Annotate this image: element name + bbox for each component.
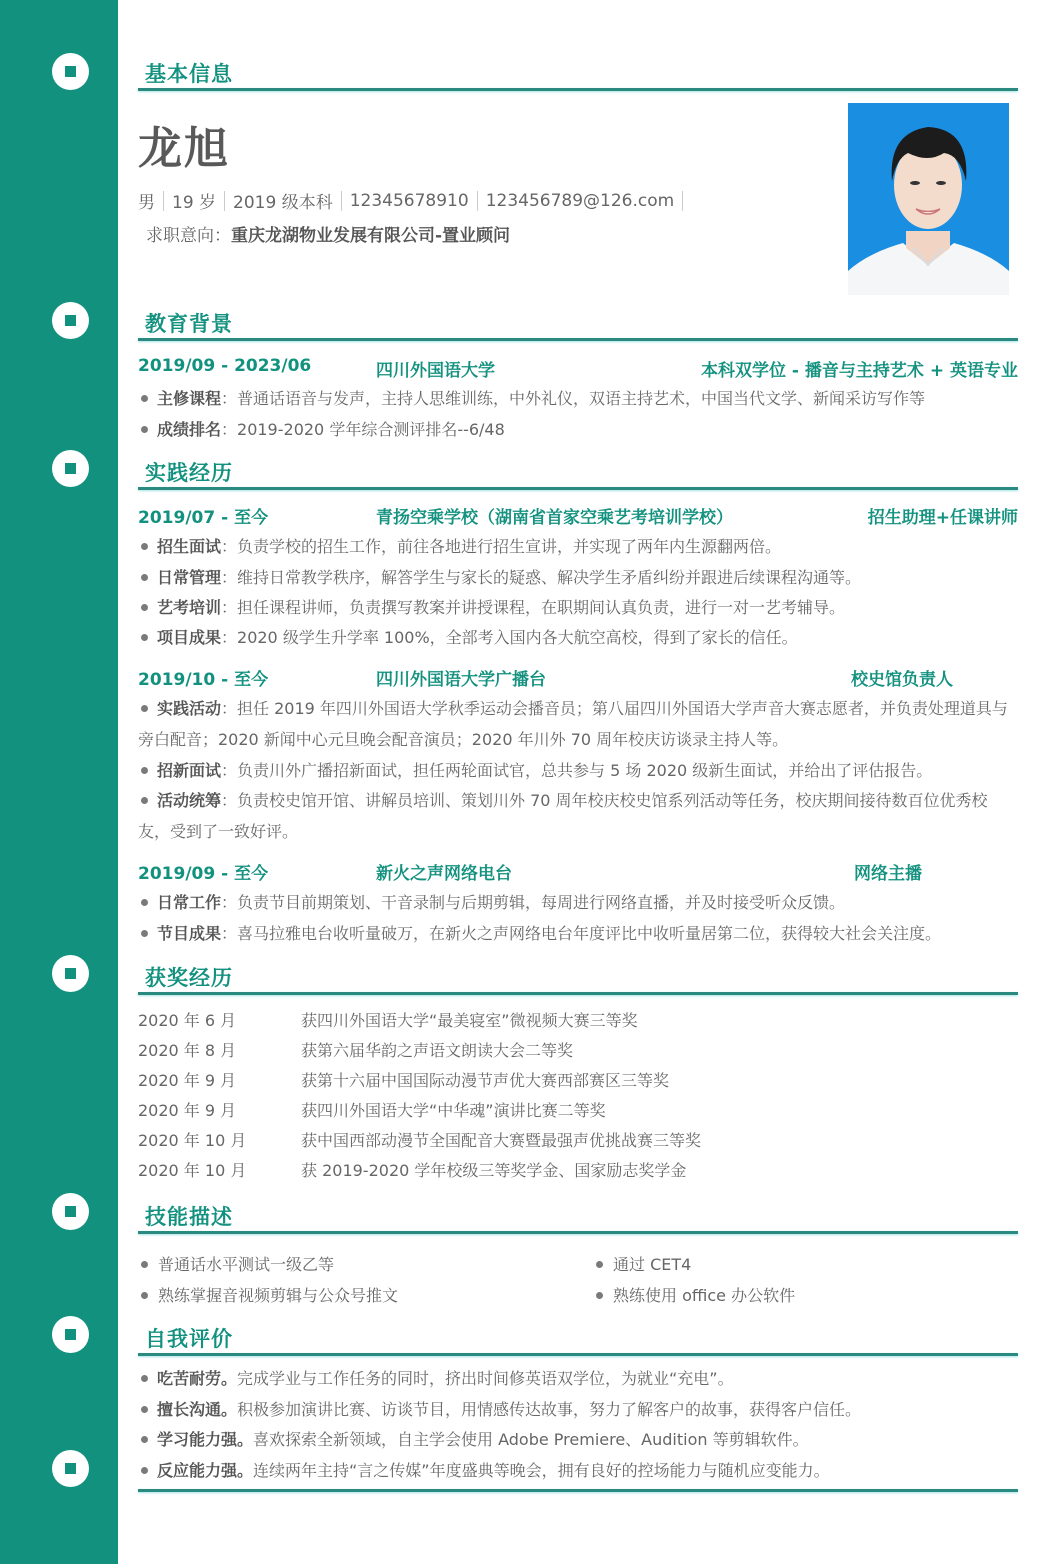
section-divider — [138, 992, 1018, 995]
award-text: 获 2019-2020 学年校级三等奖学金、国家励志奖学金 — [301, 1161, 687, 1180]
job-intent-label: 求职意向： — [146, 226, 231, 246]
entry-role: 校史馆负责人 — [851, 670, 953, 690]
list-item: 活动统筹：负责校史馆开馆、讲解员培训、策划川外 70 周年校庆校史馆系列活动等任务，校庆期间接待数百位优秀校友，受到了一致好评。 — [138, 791, 988, 841]
award-text: 获中国西部动漫节全国配音大赛暨最强声优挑战赛三等奖 — [301, 1131, 702, 1150]
bullet-dot-icon — [141, 705, 148, 712]
section-marker-icon — [52, 1450, 89, 1487]
award-text: 获四川外国语大学“中华魂”演讲比赛二等奖 — [301, 1101, 606, 1120]
separator — [477, 191, 478, 211]
bullet-dot-icon — [141, 1406, 148, 1413]
award-date: 2020 年 9 月 — [138, 1071, 237, 1090]
list-item: 招生面试：负责学校的招生工作，前往各地进行招生宣讲，并实现了两年内生源翻两倍。 — [138, 531, 1018, 562]
bullet-dot-icon — [141, 426, 148, 433]
section-title: 获奖经历 — [145, 966, 233, 990]
section-title: 技能描述 — [145, 1205, 233, 1229]
list-item: 节目成果：喜马拉雅电台收听量破万，在新火之声网络电台年度评比中收听量居第二位，获得较大社会关注度。 — [138, 918, 1018, 949]
bullet-dot-icon — [141, 1375, 148, 1382]
entry-org: 青扬空乘学校（湖南省首家空乘艺考培训学校） — [376, 508, 733, 528]
bullet-dot-icon — [596, 1292, 603, 1299]
separator — [682, 191, 683, 211]
award-date: 2020 年 10 月 — [138, 1131, 247, 1150]
age: 19 岁 — [172, 193, 217, 213]
entry-org: 四川外国语大学广播台 — [376, 670, 546, 690]
section-divider — [138, 88, 1018, 91]
bullet-dot-icon — [141, 634, 148, 641]
section-marker-icon — [52, 1193, 89, 1230]
section-marker-icon — [52, 955, 89, 992]
award-date: 2020 年 10 月 — [138, 1161, 247, 1180]
entry-date: 2019/07 - 至今 — [138, 508, 269, 528]
list-item: 实践活动：担任 2019 年四川外国语大学秋季运动会播音员；第八届四川外国语大学声音大赛志愿者，并负责处理道具与旁白配音；2020 新闻中心元旦晚会配音演员；2020 年川外 70 周年校庆访谈录主持人等。 — [138, 699, 1008, 749]
list-item: 吃苦耐劳。完成学业与工作任务的同时，挤出时间修英语双学位，为就业“充电”。 — [138, 1363, 1018, 1394]
list-item: 日常工作：负责节目前期策划、干音录制与后期剪辑，每周进行网络直播，并及时接受听众反馈。 — [138, 887, 1018, 918]
award-date: 2020 年 9 月 — [138, 1101, 237, 1120]
bullet-dot-icon — [141, 1292, 148, 1299]
bullet-dot-icon — [141, 797, 148, 804]
bullet-dot-icon — [141, 930, 148, 937]
entry-role: 本科双学位 - 播音与主持艺术 + 英语专业 — [701, 361, 1018, 381]
separator — [224, 191, 225, 211]
list-item: 擅长沟通。积极参加演讲比赛、访谈节目，用情感传达故事，努力了解客户的故事，获得客户信任。 — [138, 1394, 1018, 1425]
list-item: 主修课程：普通话语音与发声，主持人思维训练，中外礼仪，双语主持艺术，中国当代文学、新闻采访写作等 — [138, 383, 1018, 414]
entry-date: 2019/09 - 2023/06 — [138, 356, 312, 376]
gender: 男 — [138, 193, 155, 213]
email: 123456789@126.com — [485, 190, 675, 211]
list-item: 项目成果：2020 级学生升学率 100%，全部考入国内各大航空高校，得到了家长的信任。 — [138, 622, 1018, 653]
section-marker-icon — [52, 1316, 89, 1353]
list-item: 艺考培训：担任课程讲师，负责撰写教案并讲授课程，在职期间认真负责，进行一对一艺考辅导。 — [138, 592, 1018, 623]
section-marker-icon — [52, 53, 89, 90]
section-title: 基本信息 — [145, 62, 233, 86]
bullet-dot-icon — [141, 1467, 148, 1474]
entry-org: 新火之声网络电台 — [376, 864, 512, 884]
list-item: 招新面试：负责川外广播招新面试，担任两轮面试官，总共参与 5 场 2020 级新生面试，并给出了评估报告。 — [138, 755, 1018, 786]
bullet-dot-icon — [141, 767, 148, 774]
entry-role: 招生助理+任课讲师 — [867, 508, 1018, 528]
bullet-dot-icon — [141, 395, 148, 402]
contact-line — [138, 188, 691, 213]
job-intent — [146, 221, 510, 246]
section-divider — [138, 487, 1018, 490]
profile-photo — [848, 103, 1009, 295]
award-date: 2020 年 8 月 — [138, 1041, 237, 1060]
award-text: 获第六届华韵之声语文朗读大会二等奖 — [301, 1041, 574, 1060]
section-divider — [138, 1353, 1018, 1356]
separator — [341, 191, 342, 211]
award-date: 2020 年 6 月 — [138, 1011, 237, 1030]
section-title: 实践经历 — [145, 461, 233, 485]
bullet-dot-icon — [141, 899, 148, 906]
entry-role: 网络主播 — [854, 864, 922, 884]
bullet-dot-icon — [596, 1261, 603, 1268]
bullet-dot-icon — [141, 604, 148, 611]
section-marker-icon — [52, 302, 89, 339]
section-title: 自我评价 — [145, 1327, 233, 1351]
skill-item: 熟练使用 office 办公软件 — [593, 1283, 795, 1306]
list-item: 日常管理：维持日常教学秩序，解答学生与家长的疑惑、解决学生矛盾纠纷并跟进后续课程沟通等。 — [138, 562, 1018, 593]
section-divider — [138, 1231, 1018, 1234]
award-text: 获第十六届中国国际动漫节声优大赛西部赛区三等奖 — [301, 1071, 670, 1090]
list-item: 反应能力强。连续两年主持“言之传媒”年度盛典等晚会，拥有良好的控场能力与随机应变能力。 — [138, 1455, 1018, 1486]
bullet-dot-icon — [141, 543, 148, 550]
entry-org: 四川外国语大学 — [376, 361, 495, 381]
section-divider — [138, 338, 1018, 341]
bullet-dot-icon — [141, 1261, 148, 1268]
skill-item: 熟练掌握音视频剪辑与公众号推文 — [138, 1283, 398, 1306]
sidebar — [0, 0, 118, 1564]
job-intent-value: 重庆龙湖物业发展有限公司-置业顾问 — [231, 226, 511, 246]
person-portrait-icon — [848, 103, 1009, 295]
bottom-divider — [138, 1489, 1018, 1492]
entry-date: 2019/09 - 至今 — [138, 864, 269, 884]
candidate-name: 龙旭 — [138, 123, 230, 174]
bullet-dot-icon — [141, 1436, 148, 1443]
skill-item: 通过 CET4 — [593, 1252, 691, 1275]
section-marker-icon — [52, 450, 89, 487]
list-item: 学习能力强。喜欢探索全新领域，自主学会使用 Adobe Premiere、Audition 等剪辑软件。 — [138, 1424, 1018, 1455]
section-title: 教育背景 — [145, 312, 233, 336]
award-text: 获四川外国语大学“最美寝室”微视频大赛三等奖 — [301, 1011, 638, 1030]
grade: 2019 级本科 — [233, 193, 333, 213]
skill-item: 普通话水平测试一级乙等 — [138, 1252, 334, 1275]
list-item: 成绩排名：2019-2020 学年综合测评排名--6/48 — [138, 414, 1018, 445]
separator — [163, 191, 164, 211]
entry-date: 2019/10 - 至今 — [138, 670, 269, 690]
phone: 12345678910 — [349, 190, 469, 211]
bullet-dot-icon — [141, 574, 148, 581]
